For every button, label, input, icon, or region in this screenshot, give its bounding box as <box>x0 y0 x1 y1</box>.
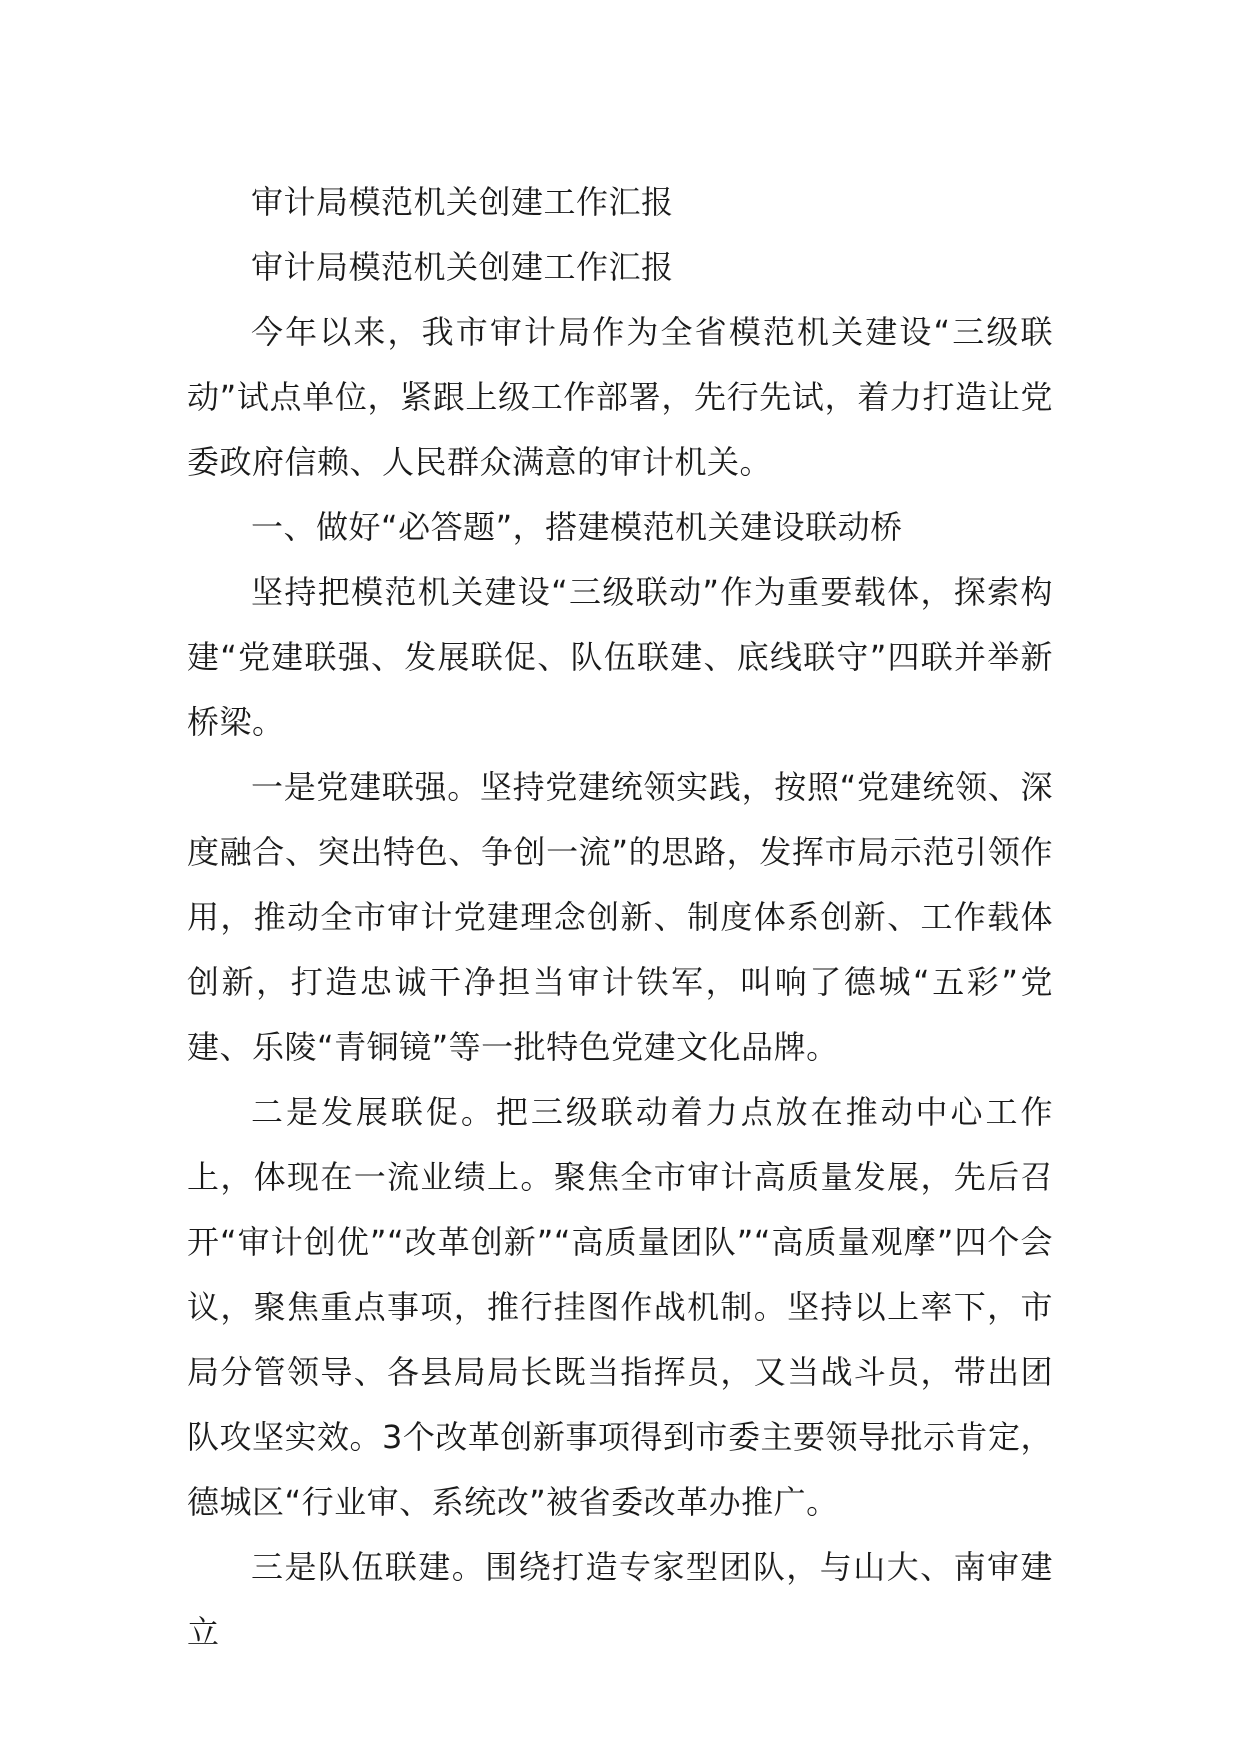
paragraph-team-building: 三是队伍联建。围绕打造专家型团队，与山大、南审建立 <box>187 1548 1053 1651</box>
paragraph-development: 二是发展联促。把三级联动着力点放在推动中心工作上，体现在一流业绩上。聚焦全市审计高质量发展，先后召开“审计创优”“改革创新”“高质量团队”“高质量观摩”四个会议，聚焦重点事项，推行挂图作战机制。坚持以上率下，市局分管领导、各县局局长既当指挥员，又当战斗员，带出团队攻坚实效。3个改革创新事项得到市委主要领导批示肯定，德城区“行业审、系统改”被省委改革办推广。 <box>187 1093 1053 1521</box>
document-subtitle: 审计局模范机关创建工作汇报 <box>251 248 674 286</box>
document-body <box>187 170 1053 1665</box>
paragraph-intro: 今年以来，我市审计局作为全省模范机关建设“三级联动”试点单位，紧跟上级工作部署，先行先试，着力打造让党委政府信赖、人民群众满意的审计机关。 <box>187 313 1053 481</box>
section-heading-1: 一、做好“必答题”，搭建模范机关建设联动桥 <box>251 508 903 546</box>
paragraph-section-1-intro: 坚持把模范机关建设“三级联动”作为重要载体，探索构建“党建联强、发展联促、队伍联建、底线联守”四联并举新桥梁。 <box>187 573 1053 741</box>
document-title: 审计局模范机关创建工作汇报 <box>251 183 674 221</box>
paragraph-party-building: 一是党建联强。坚持党建统领实践，按照“党建统领、深度融合、突出特色、争创一流”的思路，发挥市局示范引领作用，推动全市审计党建理念创新、制度体系创新、工作载体创新，打造忠诚干净担当审计铁军，叫响了德城“五彩”党建、乐陵“青铜镜”等一批特色党建文化品牌。 <box>187 768 1053 1066</box>
